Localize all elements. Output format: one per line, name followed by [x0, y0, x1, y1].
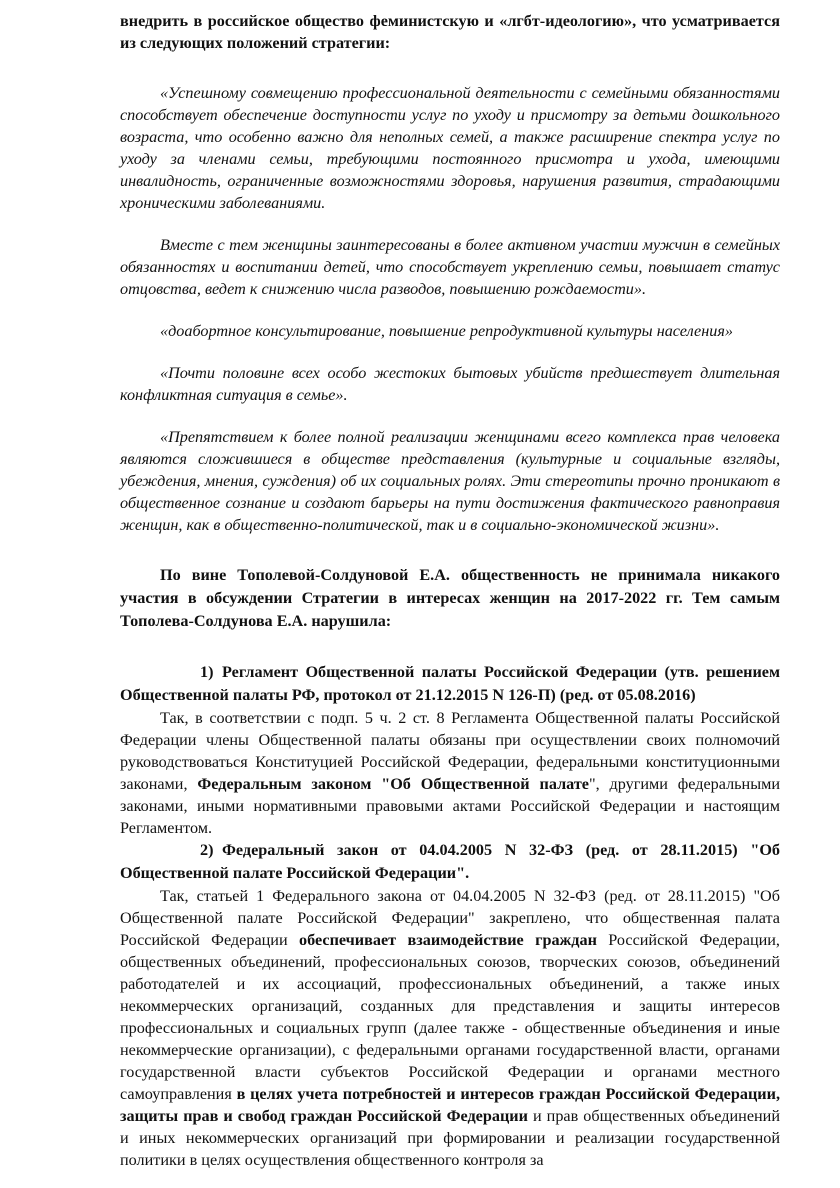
document-page — [120, 10, 780, 1171]
section-2-heading — [120, 839, 780, 885]
section-1-body-start: Так, в соответствии с подп. 5 ч. 2 ст. 8 Регламента Общественной палаты Российской Федерации члены Общественной палаты обязаны при осуществлении своих полномочий руководствоваться Конституцией Российской Федерации, федеральными конституционными законами, — [120, 709, 780, 793]
section-2-body-bold2: в целях учета потребностей и интересов граждан Российской Федерации, защиты прав и свобод граждан Российской Федерации — [120, 1085, 780, 1125]
quote-5: «Препятствием к более полной реализации женщинами всего комплекса прав человека являются сложившиеся в обществе представления (культурные и социальные взгляды, убеждения, мнения, суждения) об их социальных ролях. Эти стереотипы прочно проникают в общественное сознание и создают барьеры на пути достижения фактического равноправия женщин, как в общественно-политической, так и в социально-экономической жизни». — [120, 428, 780, 534]
section-2-body-part1: Так, статьей 1 Федерального закона от 04.04.2005 N 32-ФЗ (ред. от 28.11.2015) "Об Общественной палате Российской Федерации" закреплено, что общественная палата Российской Федерации — [120, 887, 780, 949]
section-2-number: 2) — [200, 841, 214, 859]
section-1-number: 1) — [200, 663, 214, 681]
section-2-title: Федеральный закон от 04.04.2005 N 32-ФЗ (ред. от 28.11.2015) "Об Общественной палате Российской Федерации". — [120, 841, 780, 882]
quote-1: «Успешному совмещению профессиональной деятельности с семейными обязанностями способствует обеспечение доступности услуг по уходу и присмотру за детьми дошкольного возраста, что особенно важно для неполных семей, а также расширение спектра услуг по уходу за членами семьи, требующими постоянного присмотра и ухода, имеющими инвалидность, ограниченные возможностями здоровья, нарушения развития, страдающими хроническими заболеваниями. — [120, 84, 780, 212]
section-1-body-end: ", другими федеральными законами, иными нормативными правовыми актами Российской Федерации и настоящим Регламентом. — [120, 775, 780, 837]
section-1-heading — [120, 661, 780, 707]
section-1-title: Регламент Общественной палаты Российской Федерации (утв. решением Общественной палаты РФ, протокол от 21.12.2015 N 126-П) (ред. от 05.08.2016) — [120, 663, 780, 704]
section-1-body-bold: Федеральным законом "Об Общественной палате — [197, 775, 589, 793]
intro-paragraph: внедрить в российское общество феминистскую и «лгбт-идеологию», что усматривается из следующих положений стратегии: — [120, 12, 780, 52]
quote-2: Вместе с тем женщины заинтересованы в более активном участии мужчин в семейных обязанностях и воспитании детей, что способствует укреплению семьи, повышает статус отцовства, ведет к снижению числа разводов, повышению рождаемости». — [120, 236, 780, 298]
section-2-body-part2: Российской Федерации, общественных объединений, профессиональных союзов, творческих союзов, объединений работодателей и их ассоциаций, профессиональных объединений, а также иных некоммерческих организаций, созданных для представления и защиты интересов профессиональных и социальных групп (далее также - общественные объединения и иные некоммерческие организации), с федеральными органами государственной власти, органами государственной власти субъектов Российской Федерации и органами местного самоуправления — [120, 931, 780, 1103]
accusation-paragraph: По вине Тополевой-Солдуновой Е.А. общественность не принимала никакого участия в обсуждении Стратегии в интересах женщин на 2017-2022 гг. Тем самым Тополева-Солдунова Е.А. нарушила: — [120, 566, 780, 630]
section-2-body — [120, 885, 780, 1171]
section-1-body — [120, 707, 780, 839]
quote-3: «доабортное консультирование, повышение репродуктивной культуры населения» — [160, 322, 733, 340]
section-2-body-part3: и прав общественных объединений и иных некоммерческих организаций при формировании и реализации государственной политики в целях осуществления общественного контроля за — [120, 1107, 781, 1169]
quote-4: «Почти половине всех особо жестоких бытовых убийств предшествует длительная конфликтная ситуация в семье». — [120, 364, 780, 404]
section-2-body-bold1: обеспечивает взаимодействие граждан — [299, 931, 597, 949]
